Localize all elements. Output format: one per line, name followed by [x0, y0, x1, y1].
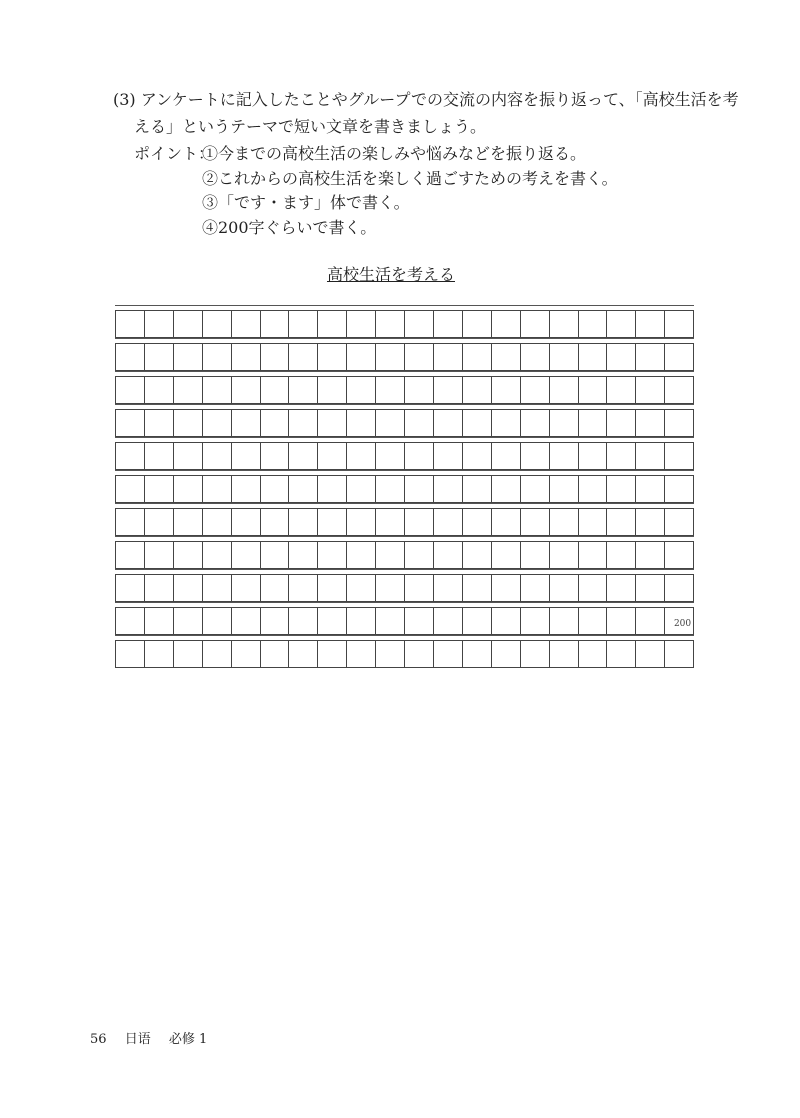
grid-row [115, 310, 694, 338]
grid-cell[interactable] [376, 542, 405, 568]
grid-cell[interactable] [579, 443, 608, 469]
point-2: ②これからの高校生活を楽しく過ごすための考えを書く。 [202, 169, 618, 188]
grid-cell[interactable] [463, 641, 492, 667]
grid-cell[interactable] [116, 344, 145, 370]
grid-cell[interactable] [607, 575, 636, 601]
grid-cell[interactable] [376, 608, 405, 634]
grid-cell[interactable] [550, 476, 579, 502]
grid-cell[interactable] [376, 443, 405, 469]
grid-cell[interactable] [261, 344, 290, 370]
grid-cell[interactable] [607, 608, 636, 634]
grid-cell[interactable] [145, 476, 174, 502]
grid-cell[interactable] [289, 311, 318, 337]
grid-cell[interactable] [174, 377, 203, 403]
grid-cell[interactable] [376, 377, 405, 403]
grid-cell[interactable] [232, 542, 261, 568]
grid-cell[interactable] [318, 443, 347, 469]
grid-cell[interactable] [665, 575, 693, 601]
grid-cell[interactable] [579, 377, 608, 403]
grid-cell[interactable] [579, 476, 608, 502]
grid-cell[interactable] [232, 410, 261, 436]
grid-cell[interactable] [463, 509, 492, 535]
grid-cell[interactable] [261, 509, 290, 535]
grid-cell[interactable] [492, 476, 521, 502]
grid-cell[interactable] [550, 410, 579, 436]
grid-cell[interactable] [405, 608, 434, 634]
grid-cell[interactable] [492, 344, 521, 370]
grid-cell[interactable] [289, 608, 318, 634]
grid-cell[interactable] [347, 575, 376, 601]
grid-row [115, 442, 694, 470]
grid-cell[interactable] [405, 509, 434, 535]
row-guide-line [115, 437, 694, 438]
row-guide-line [115, 536, 694, 537]
grid-cell[interactable] [261, 410, 290, 436]
volume-label: 必修 1 [168, 1032, 208, 1047]
grid-cell[interactable] [492, 410, 521, 436]
grid-cell[interactable] [145, 641, 174, 667]
grid-cell[interactable] [318, 641, 347, 667]
grid-cell[interactable] [434, 575, 463, 601]
grid-cell[interactable] [434, 476, 463, 502]
grid-cell[interactable] [116, 410, 145, 436]
grid-cell[interactable] [550, 641, 579, 667]
grid-cell[interactable] [203, 344, 232, 370]
grid-cell[interactable] [405, 344, 434, 370]
grid-cell[interactable] [261, 542, 290, 568]
grid-cell[interactable] [145, 311, 174, 337]
grid-cell[interactable] [434, 344, 463, 370]
grid-cell[interactable] [405, 641, 434, 667]
grid-row [115, 343, 694, 371]
grid-cell[interactable] [318, 542, 347, 568]
grid-cell[interactable] [636, 311, 665, 337]
grid-cell[interactable] [521, 311, 550, 337]
grid-cell[interactable] [261, 443, 290, 469]
grid-cell[interactable] [550, 377, 579, 403]
grid-cell[interactable] [550, 509, 579, 535]
grid-cell[interactable] [463, 410, 492, 436]
grid-cell[interactable] [318, 608, 347, 634]
grid-cell[interactable] [203, 311, 232, 337]
grid-cell[interactable] [434, 608, 463, 634]
row-guide-line [115, 503, 694, 504]
grid-cell[interactable] [463, 476, 492, 502]
grid-cell[interactable] [607, 410, 636, 436]
grid-cell[interactable] [550, 311, 579, 337]
point-1: ①今までの高校生活の楽しみや悩みなどを振り返る。 [202, 144, 587, 163]
grid-cell[interactable] [203, 608, 232, 634]
grid-cell[interactable] [405, 476, 434, 502]
grid-cell[interactable] [492, 377, 521, 403]
grid-cell[interactable] [145, 542, 174, 568]
grid-cell[interactable] [463, 542, 492, 568]
grid-cell[interactable] [434, 641, 463, 667]
grid-cell[interactable] [636, 542, 665, 568]
grid-cell[interactable] [463, 608, 492, 634]
grid-cell[interactable] [232, 344, 261, 370]
grid-cell[interactable] [434, 377, 463, 403]
grid-cell[interactable] [203, 509, 232, 535]
grid-cell[interactable] [521, 575, 550, 601]
grid-cell[interactable] [405, 311, 434, 337]
grid-cell[interactable] [261, 575, 290, 601]
grid-cell[interactable] [607, 542, 636, 568]
grid-cell[interactable] [261, 377, 290, 403]
grid-cell[interactable] [145, 377, 174, 403]
grid-cell[interactable] [579, 344, 608, 370]
grid-cell[interactable] [665, 410, 693, 436]
grid-cell[interactable] [636, 443, 665, 469]
grid-cell[interactable] [203, 476, 232, 502]
grid-cell[interactable] [405, 377, 434, 403]
grid-cell[interactable] [550, 608, 579, 634]
grid-cell[interactable] [232, 443, 261, 469]
grid-cell[interactable] [318, 509, 347, 535]
grid-cell[interactable] [636, 476, 665, 502]
grid-cell[interactable] [145, 344, 174, 370]
grid-cell[interactable] [203, 575, 232, 601]
grid-cell[interactable] [289, 377, 318, 403]
grid-row [115, 376, 694, 404]
grid-cell[interactable] [405, 410, 434, 436]
character-count-marker: 200 [673, 619, 692, 629]
grid-cell[interactable] [289, 542, 318, 568]
grid-cell[interactable] [521, 410, 550, 436]
grid-cell[interactable] [579, 509, 608, 535]
grid-cell[interactable] [289, 443, 318, 469]
grid-cell[interactable] [405, 443, 434, 469]
grid-cell[interactable] [636, 575, 665, 601]
grid-cell[interactable] [232, 509, 261, 535]
grid-cell[interactable] [347, 608, 376, 634]
grid-row [115, 574, 694, 602]
grid-cell[interactable] [232, 575, 261, 601]
grid-cell[interactable] [347, 542, 376, 568]
grid-cell[interactable] [145, 608, 174, 634]
grid-cell[interactable] [145, 410, 174, 436]
grid-cell[interactable] [492, 608, 521, 634]
grid-cell[interactable] [376, 476, 405, 502]
grid-cell[interactable] [665, 641, 693, 667]
grid-cell[interactable] [665, 476, 693, 502]
row-guide-line [115, 305, 694, 306]
grid-row [115, 640, 694, 668]
row-guide-line [115, 371, 694, 372]
grid-cell[interactable] [318, 344, 347, 370]
grid-cell[interactable] [232, 311, 261, 337]
grid-cell[interactable] [607, 344, 636, 370]
grid-cell[interactable] [289, 476, 318, 502]
grid-cell[interactable] [579, 542, 608, 568]
grid-cell[interactable] [607, 311, 636, 337]
grid-cell[interactable] [607, 509, 636, 535]
grid-cell[interactable] [174, 608, 203, 634]
grid-cell[interactable] [376, 311, 405, 337]
grid-cell[interactable] [463, 575, 492, 601]
grid-row [115, 607, 694, 635]
row-guide-line [115, 470, 694, 471]
grid-cell[interactable] [116, 443, 145, 469]
grid-cell[interactable] [463, 377, 492, 403]
grid-cell[interactable] [492, 575, 521, 601]
grid-cell[interactable] [203, 542, 232, 568]
grid-cell[interactable] [550, 575, 579, 601]
grid-cell[interactable] [318, 311, 347, 337]
grid-cell[interactable] [521, 377, 550, 403]
row-guide-line [115, 569, 694, 570]
grid-cell[interactable] [405, 542, 434, 568]
grid-cell[interactable] [376, 509, 405, 535]
grid-cell[interactable] [521, 476, 550, 502]
grid-cell[interactable] [261, 641, 290, 667]
page-footer [90, 1028, 221, 1047]
grid-cell[interactable] [232, 641, 261, 667]
grid-cell[interactable] [521, 509, 550, 535]
row-guide-line [115, 404, 694, 405]
grid-cell[interactable] [232, 608, 261, 634]
grid-row [115, 475, 694, 503]
grid-cell[interactable] [463, 344, 492, 370]
grid-cell[interactable] [261, 311, 290, 337]
grid-cell[interactable] [289, 509, 318, 535]
grid-cell[interactable] [116, 608, 145, 634]
grid-cell[interactable] [636, 410, 665, 436]
grid-cell[interactable] [174, 509, 203, 535]
grid-cell[interactable] [579, 311, 608, 337]
grid-cell[interactable] [289, 410, 318, 436]
grid-cell[interactable] [145, 443, 174, 469]
grid-cell[interactable] [261, 608, 290, 634]
grid-cell[interactable] [318, 410, 347, 436]
grid-cell[interactable] [665, 509, 693, 535]
grid-cell[interactable] [550, 443, 579, 469]
page-number: 56 [90, 1032, 107, 1047]
grid-cell[interactable] [636, 377, 665, 403]
grid-cell[interactable] [492, 641, 521, 667]
grid-cell[interactable] [116, 311, 145, 337]
grid-cell[interactable] [579, 575, 608, 601]
grid-cell[interactable] [376, 641, 405, 667]
grid-cell[interactable] [405, 575, 434, 601]
grid-cell[interactable] [463, 311, 492, 337]
row-guide-line [115, 635, 694, 636]
grid-cell[interactable] [636, 344, 665, 370]
grid-cell[interactable] [492, 311, 521, 337]
grid-cell[interactable] [521, 443, 550, 469]
grid-cell[interactable] [434, 542, 463, 568]
grid-cell[interactable] [203, 410, 232, 436]
grid-cell[interactable] [289, 575, 318, 601]
grid-cell[interactable] [318, 476, 347, 502]
grid-cell[interactable] [347, 641, 376, 667]
point-4: ④200字ぐらいで書く。 [202, 218, 377, 237]
grid-cell[interactable] [289, 344, 318, 370]
point-3: ③「です・ます」体で書く。 [202, 193, 410, 212]
grid-cell[interactable] [434, 410, 463, 436]
grid-row [115, 541, 694, 569]
grid-cell[interactable] [116, 641, 145, 667]
grid-cell[interactable] [261, 476, 290, 502]
book-title: 日语 [124, 1032, 151, 1047]
grid-cell[interactable] [174, 410, 203, 436]
grid-cell[interactable] [434, 311, 463, 337]
grid-cell[interactable] [636, 608, 665, 634]
grid-cell[interactable] [289, 641, 318, 667]
grid-cell[interactable] [665, 542, 693, 568]
grid-cell[interactable] [116, 575, 145, 601]
grid-cell[interactable] [550, 542, 579, 568]
grid-cell[interactable] [492, 542, 521, 568]
essay-title: 高校生活を考える [326, 265, 455, 284]
grid-cell[interactable] [665, 377, 693, 403]
grid-cell[interactable] [145, 509, 174, 535]
points-label: ポイント： [134, 144, 215, 163]
grid-cell[interactable] [347, 344, 376, 370]
grid-cell[interactable] [347, 509, 376, 535]
grid-cell[interactable] [116, 542, 145, 568]
grid-cell[interactable] [318, 575, 347, 601]
grid-cell[interactable] [521, 344, 550, 370]
grid-cell[interactable] [521, 608, 550, 634]
grid-cell[interactable] [116, 509, 145, 535]
grid-cell[interactable] [145, 575, 174, 601]
grid-cell[interactable] [492, 509, 521, 535]
grid-cell[interactable] [376, 575, 405, 601]
grid-cell[interactable] [579, 608, 608, 634]
grid-cell[interactable] [434, 509, 463, 535]
grid-cell[interactable] [376, 410, 405, 436]
grid-cell[interactable] [347, 377, 376, 403]
grid-cell[interactable] [203, 443, 232, 469]
grid-cell[interactable] [347, 410, 376, 436]
grid-cell[interactable] [347, 443, 376, 469]
grid-cell[interactable] [174, 641, 203, 667]
grid-cell[interactable] [579, 641, 608, 667]
grid-cell[interactable] [463, 443, 492, 469]
grid-cell[interactable] [174, 443, 203, 469]
grid-cell[interactable] [521, 641, 550, 667]
grid-cell[interactable] [347, 311, 376, 337]
grid-cell[interactable] [434, 443, 463, 469]
grid-row [115, 409, 694, 437]
manuscript-grid [115, 305, 694, 668]
grid-cell[interactable] [232, 377, 261, 403]
grid-cell[interactable] [665, 608, 693, 634]
grid-cell[interactable] [636, 509, 665, 535]
grid-cell[interactable] [174, 311, 203, 337]
grid-cell[interactable] [174, 542, 203, 568]
grid-cell[interactable] [174, 476, 203, 502]
grid-cell[interactable] [665, 443, 693, 469]
row-guide-line [115, 602, 694, 603]
grid-cell[interactable] [116, 377, 145, 403]
grid-cell[interactable] [521, 542, 550, 568]
grid-cell[interactable] [607, 443, 636, 469]
grid-cell[interactable] [232, 476, 261, 502]
grid-cell[interactable] [492, 443, 521, 469]
grid-cell[interactable] [607, 377, 636, 403]
grid-row [115, 508, 694, 536]
grid-cell[interactable] [607, 476, 636, 502]
grid-cell[interactable] [203, 641, 232, 667]
instruction-line-1: (3) アンケートに記入したことやグループでの交流の内容を振り返って、「高校生活を考 [113, 90, 739, 109]
grid-cell[interactable] [376, 344, 405, 370]
instruction-line-2: える」というテーマで短い文章を書きましょう。 [134, 117, 487, 136]
grid-cell[interactable] [174, 575, 203, 601]
grid-cell[interactable] [579, 410, 608, 436]
grid-cell[interactable] [607, 641, 636, 667]
grid-cell[interactable] [550, 344, 579, 370]
grid-cell[interactable] [636, 641, 665, 667]
grid-cell[interactable] [174, 344, 203, 370]
grid-cell[interactable] [318, 377, 347, 403]
grid-cell[interactable] [203, 377, 232, 403]
row-guide-line [115, 338, 694, 339]
grid-cell[interactable] [347, 476, 376, 502]
grid-cell[interactable] [665, 344, 693, 370]
grid-cell[interactable] [116, 476, 145, 502]
grid-cell[interactable] [665, 311, 693, 337]
